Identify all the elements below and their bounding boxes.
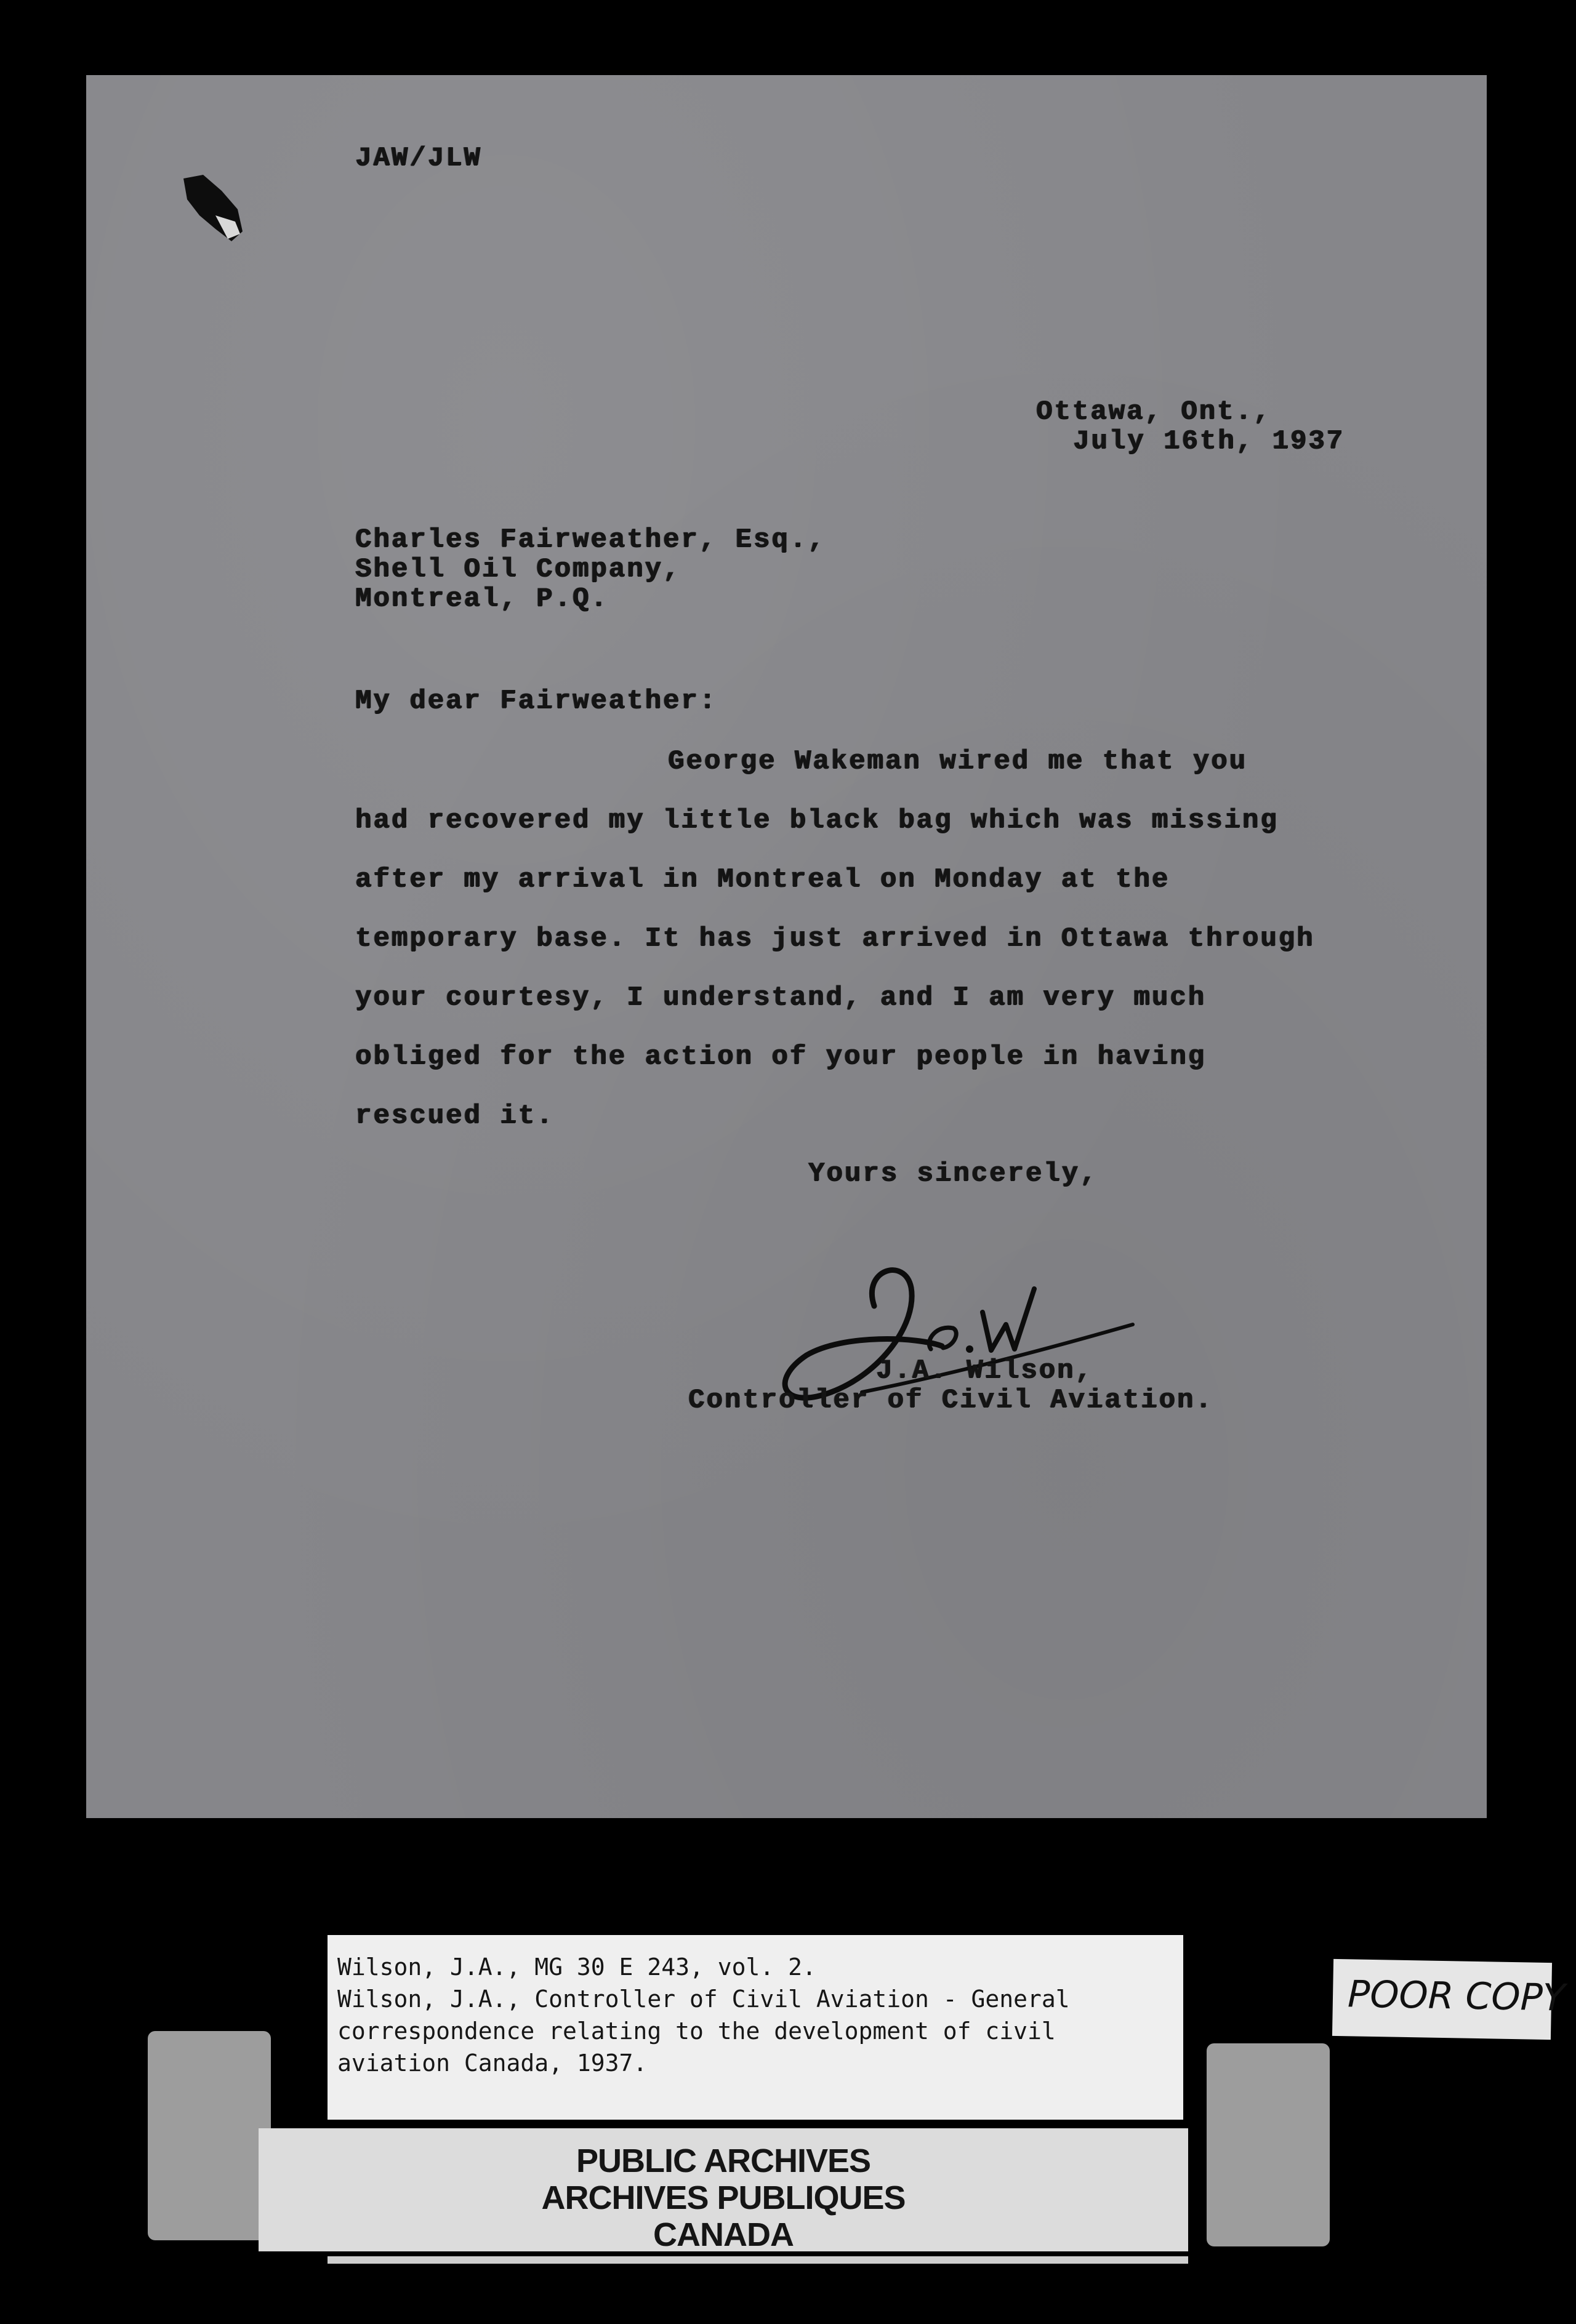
salutation: My dear Fairweather:: [355, 686, 718, 716]
stamp-line-2: ARCHIVES PUBLIQUES: [541, 2179, 906, 2216]
divider: [328, 2256, 1188, 2264]
body-line: obliged for the action of your people in having: [355, 1041, 1207, 1072]
recipient-name: Charles Fairweather, Esq.,: [355, 524, 826, 555]
stamp-line-3: CANADA: [653, 2216, 794, 2253]
recipient-city: Montreal, P.Q.: [355, 583, 609, 614]
archive-label-line: Wilson, J.A., MG 30 E 243, vol. 2.: [337, 1953, 816, 1981]
letter-place: Ottawa, Ont.,: [1036, 396, 1272, 427]
body-line: George Wakeman wired me that you: [668, 746, 1247, 777]
reference-initials: JAW/JLW: [355, 143, 482, 174]
body-line: temporary base. It has just arrived in Ottawa through: [355, 923, 1315, 954]
archive-label-line: correspondence relating to the development of civil: [337, 2017, 1056, 2045]
recipient-company: Shell Oil Company,: [355, 554, 681, 585]
body-line: after my arrival in Montreal on Monday at the: [355, 864, 1170, 895]
stamp-line-1: PUBLIC ARCHIVES: [576, 2142, 871, 2179]
archive-stamp: [259, 2128, 1188, 2251]
handwritten-signature: [770, 1232, 1151, 1454]
binder-clip-left: [148, 2031, 271, 2240]
archive-label-line: aviation Canada, 1937.: [337, 2050, 648, 2077]
binder-clip-right: [1207, 2043, 1330, 2246]
ink-blot-mark: [179, 172, 246, 246]
poor-copy-note: [1332, 1959, 1566, 2040]
letter-date: July 16th, 1937: [1073, 426, 1345, 457]
body-line: rescued it.: [355, 1100, 555, 1131]
archive-reference-label: [328, 1935, 1183, 2120]
body-line: had recovered my little black bag which was missing: [355, 805, 1279, 836]
signer-title: Controller of Civil Aviation.: [688, 1385, 1213, 1416]
archive-label-line: Wilson, J.A., Controller of Civil Aviation - General: [337, 1985, 1070, 2013]
poor-copy-text: POOR COPY: [1347, 1973, 1566, 2020]
letter-page: [86, 75, 1487, 1818]
signer-name: J.A. Wilson,: [876, 1355, 1093, 1386]
closing: Yours sincerely,: [808, 1158, 1098, 1189]
body-line: your courtesy, I understand, and I am very much: [355, 982, 1207, 1013]
